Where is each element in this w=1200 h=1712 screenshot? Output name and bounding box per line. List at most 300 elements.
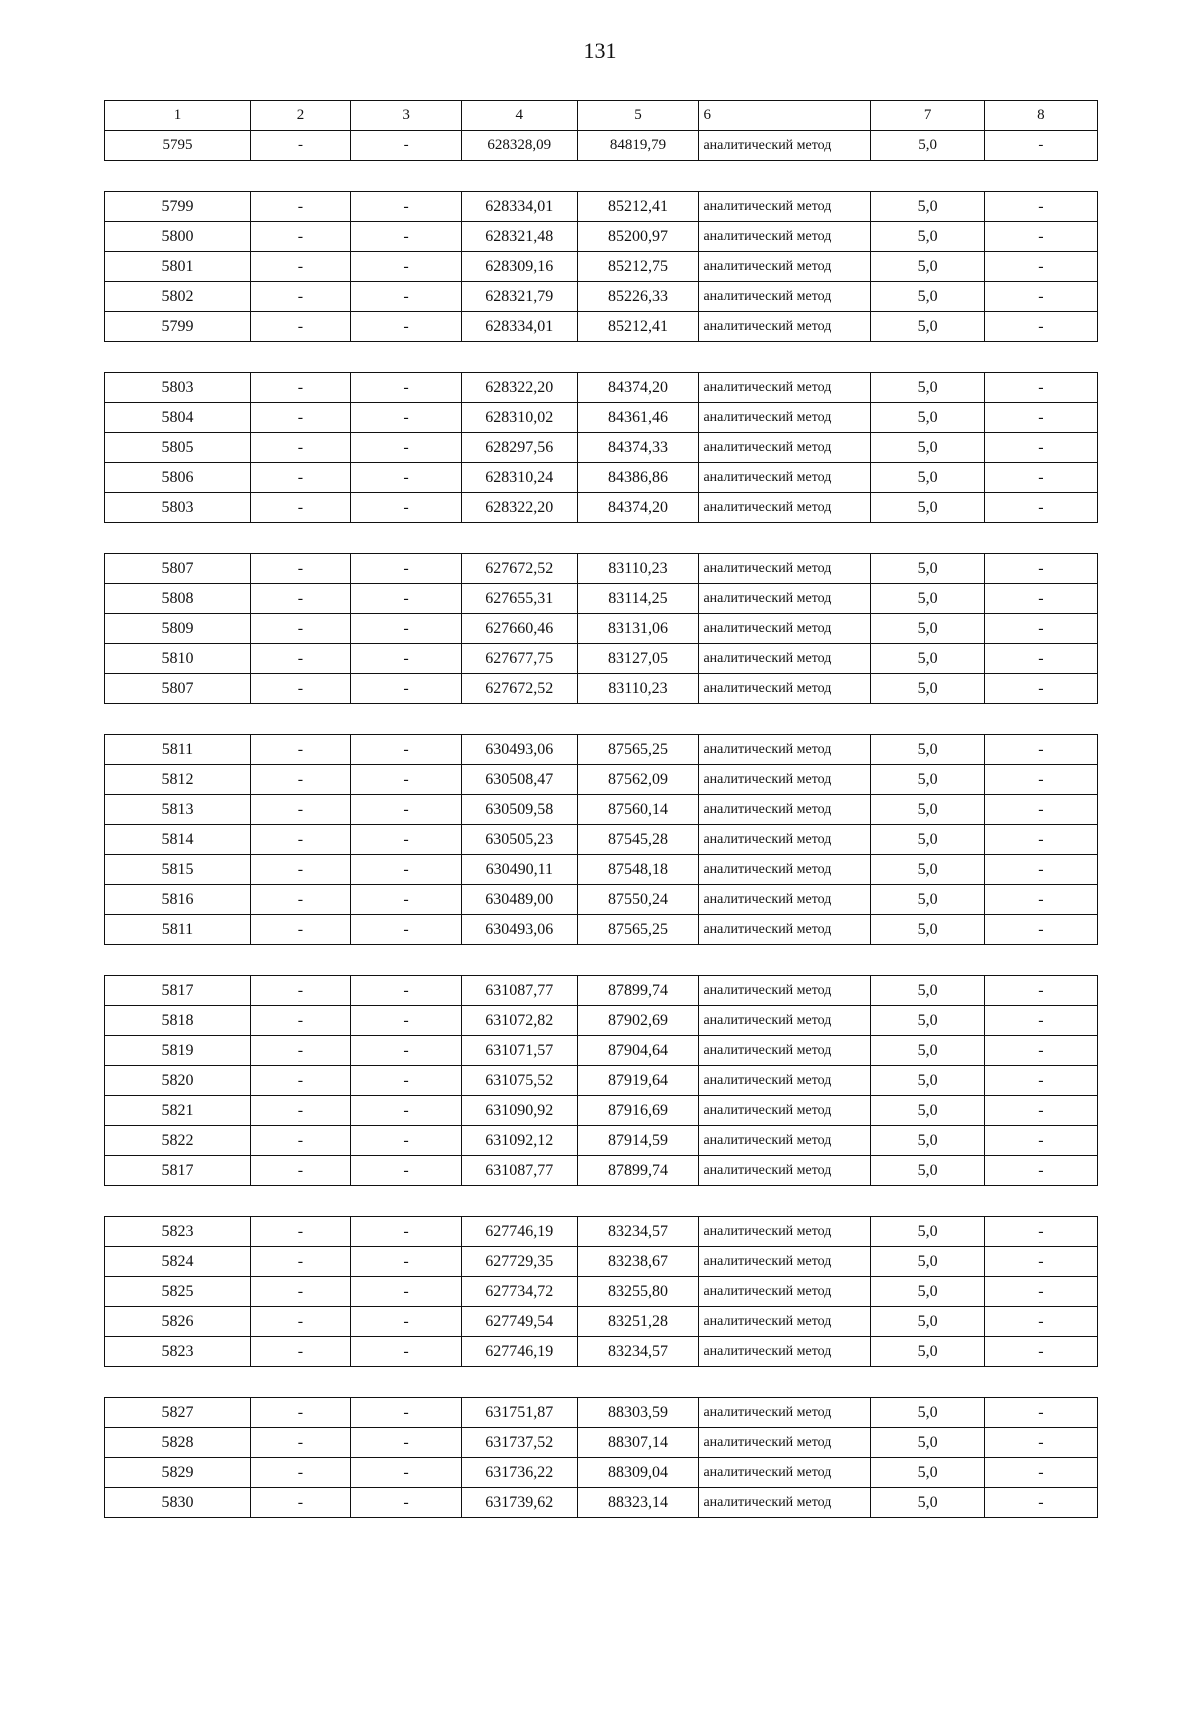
table-cell: -	[351, 674, 462, 704]
table-cell: аналитический метод	[699, 765, 871, 795]
table-cell: 628322,20	[462, 493, 577, 523]
table-cell: -	[250, 735, 350, 765]
table-cell: -	[351, 614, 462, 644]
table-row	[105, 1217, 1098, 1247]
table-cell: -	[984, 1096, 1097, 1126]
table-cell: 630493,06	[462, 915, 577, 945]
table-cell: 630490,11	[462, 855, 577, 885]
table-cell: -	[250, 885, 350, 915]
table-cell: -	[351, 1217, 462, 1247]
table-row	[105, 403, 1098, 433]
table-cell: аналитический метод	[699, 976, 871, 1006]
table-cell: 5,0	[871, 433, 984, 463]
table-cell: 630505,23	[462, 825, 577, 855]
table-cell: 5,0	[871, 1096, 984, 1126]
table-cell: 631072,82	[462, 1006, 577, 1036]
table-cell: 627672,52	[462, 674, 577, 704]
table-cell: -	[351, 1006, 462, 1036]
table-cell: -	[250, 1066, 350, 1096]
table-cell: аналитический метод	[699, 403, 871, 433]
table-row	[105, 131, 1098, 161]
table-row	[105, 222, 1098, 252]
table-cell: -	[351, 1398, 462, 1428]
table-cell: -	[984, 1066, 1097, 1096]
header-row	[105, 101, 1098, 131]
table-cell: -	[984, 735, 1097, 765]
table-cell: 5805	[105, 433, 251, 463]
table-cell: -	[250, 1398, 350, 1428]
table-cell: 5823	[105, 1217, 251, 1247]
table-cell: 84374,20	[577, 373, 699, 403]
table-cell: 87914,59	[577, 1126, 699, 1156]
table-cell: 87545,28	[577, 825, 699, 855]
table-cell: 628334,01	[462, 192, 577, 222]
table-cell: аналитический метод	[699, 192, 871, 222]
coordinates-group-table	[104, 1216, 1098, 1367]
coordinates-group-table	[104, 734, 1098, 945]
header-cell: 8	[984, 101, 1097, 131]
table-row	[105, 795, 1098, 825]
table-cell: 5,0	[871, 373, 984, 403]
table-cell: -	[984, 554, 1097, 584]
table-cell: аналитический метод	[699, 735, 871, 765]
coordinates-group-table	[104, 553, 1098, 704]
table-cell: 5,0	[871, 554, 984, 584]
table-cell: -	[984, 1126, 1097, 1156]
table-cell: 627746,19	[462, 1217, 577, 1247]
table-cell: -	[351, 855, 462, 885]
table-cell: 628334,01	[462, 312, 577, 342]
table-cell: -	[984, 976, 1097, 1006]
table-cell: 84819,79	[577, 131, 699, 161]
header-cell: 1	[105, 101, 251, 131]
table-cell: -	[984, 1277, 1097, 1307]
table-row	[105, 1398, 1098, 1428]
table-cell: 5795	[105, 131, 251, 161]
table-cell: аналитический метод	[699, 1036, 871, 1066]
table-cell: 5825	[105, 1277, 251, 1307]
table-cell: 5,0	[871, 674, 984, 704]
table-cell: 5809	[105, 614, 251, 644]
table-cell: 85212,41	[577, 192, 699, 222]
table-cell: -	[351, 795, 462, 825]
table-cell: 87919,64	[577, 1066, 699, 1096]
table-row	[105, 584, 1098, 614]
table-cell: 83238,67	[577, 1247, 699, 1277]
header-cell: 4	[462, 101, 577, 131]
coordinates-table-container	[104, 100, 1098, 1548]
table-cell: аналитический метод	[699, 554, 871, 584]
table-cell: 628322,20	[462, 373, 577, 403]
table-cell: -	[984, 1036, 1097, 1066]
table-cell: 83110,23	[577, 674, 699, 704]
table-cell: 5,0	[871, 1217, 984, 1247]
table-cell: 5,0	[871, 1247, 984, 1277]
table-cell: 5824	[105, 1247, 251, 1277]
table-cell: -	[984, 1006, 1097, 1036]
table-cell: аналитический метод	[699, 1458, 871, 1488]
table-cell: 5,0	[871, 1337, 984, 1367]
table-cell: 631087,77	[462, 1156, 577, 1186]
table-row	[105, 735, 1098, 765]
table-cell: 87904,64	[577, 1036, 699, 1066]
table-cell: -	[351, 1307, 462, 1337]
table-cell: 5,0	[871, 915, 984, 945]
table-cell: -	[250, 1277, 350, 1307]
table-cell: 5,0	[871, 795, 984, 825]
table-cell: -	[984, 192, 1097, 222]
table-cell: 87899,74	[577, 1156, 699, 1186]
table-cell: 5806	[105, 463, 251, 493]
table-cell: 5,0	[871, 192, 984, 222]
table-row	[105, 252, 1098, 282]
table-cell: 5807	[105, 554, 251, 584]
table-cell: -	[984, 222, 1097, 252]
table-cell: -	[984, 1247, 1097, 1277]
table-cell: -	[984, 1307, 1097, 1337]
table-cell: 627729,35	[462, 1247, 577, 1277]
table-cell: 5821	[105, 1096, 251, 1126]
table-cell: -	[984, 1428, 1097, 1458]
table-cell: 5822	[105, 1126, 251, 1156]
table-cell: 5,0	[871, 1307, 984, 1337]
table-cell: аналитический метод	[699, 373, 871, 403]
table-cell: 88323,14	[577, 1488, 699, 1518]
table-cell: -	[984, 252, 1097, 282]
table-cell: аналитический метод	[699, 493, 871, 523]
table-cell: -	[984, 433, 1097, 463]
table-cell: 83127,05	[577, 644, 699, 674]
table-cell: 631751,87	[462, 1398, 577, 1428]
table-cell: -	[250, 765, 350, 795]
table-row	[105, 885, 1098, 915]
table-cell: 5,0	[871, 403, 984, 433]
table-cell: 85226,33	[577, 282, 699, 312]
table-cell: -	[351, 1036, 462, 1066]
table-cell: 5823	[105, 1337, 251, 1367]
table-cell: 5803	[105, 493, 251, 523]
table-cell: -	[351, 1428, 462, 1458]
table-cell: аналитический метод	[699, 1428, 871, 1458]
table-cell: 630508,47	[462, 765, 577, 795]
table-cell: -	[250, 674, 350, 704]
table-cell: аналитический метод	[699, 1096, 871, 1126]
table-cell: -	[250, 825, 350, 855]
table-cell: -	[351, 554, 462, 584]
table-cell: -	[984, 644, 1097, 674]
table-cell: аналитический метод	[699, 915, 871, 945]
table-cell: -	[250, 1428, 350, 1458]
table-row	[105, 915, 1098, 945]
table-cell: аналитический метод	[699, 222, 871, 252]
table-cell: 85200,97	[577, 222, 699, 252]
table-cell: аналитический метод	[699, 463, 871, 493]
table-cell: 83255,80	[577, 1277, 699, 1307]
table-cell: 5,0	[871, 1036, 984, 1066]
table-cell: -	[351, 1277, 462, 1307]
table-cell: 5826	[105, 1307, 251, 1337]
table-cell: -	[984, 584, 1097, 614]
table-cell: 5829	[105, 1458, 251, 1488]
table-row	[105, 825, 1098, 855]
table-cell: 5820	[105, 1066, 251, 1096]
table-cell: 627746,19	[462, 1337, 577, 1367]
table-cell: 627749,54	[462, 1307, 577, 1337]
table-cell: аналитический метод	[699, 885, 871, 915]
table-cell: аналитический метод	[699, 795, 871, 825]
table-cell: -	[351, 131, 462, 161]
table-cell: 87902,69	[577, 1006, 699, 1036]
table-cell: аналитический метод	[699, 644, 871, 674]
table-cell: аналитический метод	[699, 614, 871, 644]
table-cell: -	[250, 915, 350, 945]
table-cell: 5,0	[871, 1398, 984, 1428]
table-cell: -	[250, 584, 350, 614]
table-cell: -	[984, 373, 1097, 403]
table-cell: 5799	[105, 192, 251, 222]
table-cell: -	[984, 1458, 1097, 1488]
table-cell: 84386,86	[577, 463, 699, 493]
table-cell: -	[984, 825, 1097, 855]
table-row	[105, 1096, 1098, 1126]
table-cell: -	[250, 1006, 350, 1036]
table-cell: 5,0	[871, 1126, 984, 1156]
table-cell: 5,0	[871, 644, 984, 674]
table-cell: -	[250, 252, 350, 282]
table-row	[105, 312, 1098, 342]
table-cell: 628321,79	[462, 282, 577, 312]
table-row	[105, 644, 1098, 674]
table-cell: 5,0	[871, 1428, 984, 1458]
table-cell: -	[351, 1247, 462, 1277]
table-cell: -	[250, 463, 350, 493]
table-row	[105, 1126, 1098, 1156]
table-cell: -	[250, 1036, 350, 1066]
table-row	[105, 282, 1098, 312]
table-cell: 5803	[105, 373, 251, 403]
table-cell: 630489,00	[462, 885, 577, 915]
table-cell: 631071,57	[462, 1036, 577, 1066]
table-cell: 628328,09	[462, 131, 577, 161]
table-cell: -	[984, 614, 1097, 644]
table-cell: -	[984, 1398, 1097, 1428]
table-cell: 631087,77	[462, 976, 577, 1006]
table-cell: -	[984, 1217, 1097, 1247]
table-cell: -	[351, 1096, 462, 1126]
table-cell: 5828	[105, 1428, 251, 1458]
table-cell: -	[250, 1307, 350, 1337]
table-cell: 628297,56	[462, 433, 577, 463]
table-cell: -	[250, 1247, 350, 1277]
table-row	[105, 192, 1098, 222]
table-cell: 83110,23	[577, 554, 699, 584]
table-cell: 5811	[105, 915, 251, 945]
table-cell: 5,0	[871, 584, 984, 614]
table-cell: 84374,33	[577, 433, 699, 463]
table-row	[105, 1006, 1098, 1036]
table-cell: 631092,12	[462, 1126, 577, 1156]
table-cell: 5830	[105, 1488, 251, 1518]
table-cell: -	[984, 463, 1097, 493]
table-cell: 631736,22	[462, 1458, 577, 1488]
table-cell: 5,0	[871, 1277, 984, 1307]
table-cell: 628309,16	[462, 252, 577, 282]
table-cell: 628310,02	[462, 403, 577, 433]
coordinates-group-table	[104, 191, 1098, 342]
table-cell: -	[984, 1488, 1097, 1518]
table-cell: аналитический метод	[699, 312, 871, 342]
table-cell: аналитический метод	[699, 825, 871, 855]
table-cell: аналитический метод	[699, 674, 871, 704]
page-number: 131	[583, 38, 617, 63]
table-cell: 5810	[105, 644, 251, 674]
table-cell: 87550,24	[577, 885, 699, 915]
table-cell: аналитический метод	[699, 433, 871, 463]
table-cell: 5,0	[871, 1488, 984, 1518]
table-cell: 87562,09	[577, 765, 699, 795]
table-cell: -	[984, 674, 1097, 704]
table-row	[105, 463, 1098, 493]
table-cell: 83234,57	[577, 1217, 699, 1247]
table-cell: 5,0	[871, 614, 984, 644]
table-cell: 5,0	[871, 735, 984, 765]
table-cell: 5,0	[871, 1458, 984, 1488]
table-row	[105, 373, 1098, 403]
table-row	[105, 1458, 1098, 1488]
table-cell: 87560,14	[577, 795, 699, 825]
table-cell: аналитический метод	[699, 131, 871, 161]
table-row	[105, 433, 1098, 463]
table-cell: 5800	[105, 222, 251, 252]
table-cell: 84374,20	[577, 493, 699, 523]
table-cell: 5801	[105, 252, 251, 282]
table-cell: -	[351, 584, 462, 614]
table-cell: -	[250, 1337, 350, 1367]
table-cell: -	[351, 1066, 462, 1096]
table-cell: 5815	[105, 855, 251, 885]
table-cell: 83114,25	[577, 584, 699, 614]
table-cell: 5,0	[871, 825, 984, 855]
table-cell: -	[250, 312, 350, 342]
table-cell: -	[351, 403, 462, 433]
table-cell: 5,0	[871, 885, 984, 915]
table-cell: 5802	[105, 282, 251, 312]
table-cell: -	[351, 433, 462, 463]
table-cell: аналитический метод	[699, 1006, 871, 1036]
table-cell: -	[984, 885, 1097, 915]
table-cell: -	[351, 1156, 462, 1186]
table-cell: 5,0	[871, 222, 984, 252]
table-cell: -	[351, 312, 462, 342]
table-cell: аналитический метод	[699, 1066, 871, 1096]
table-cell: 631739,62	[462, 1488, 577, 1518]
table-cell: 5804	[105, 403, 251, 433]
table-cell: 5808	[105, 584, 251, 614]
table-cell: -	[250, 433, 350, 463]
table-cell: аналитический метод	[699, 282, 871, 312]
table-cell: -	[351, 282, 462, 312]
table-cell: аналитический метод	[699, 1337, 871, 1367]
table-cell: -	[351, 644, 462, 674]
table-cell: 630493,06	[462, 735, 577, 765]
table-cell: -	[351, 493, 462, 523]
table-cell: 84361,46	[577, 403, 699, 433]
table-cell: -	[351, 976, 462, 1006]
table-cell: -	[984, 312, 1097, 342]
table-cell: -	[250, 1458, 350, 1488]
table-cell: -	[984, 765, 1097, 795]
table-row	[105, 1066, 1098, 1096]
header-cell: 7	[871, 101, 984, 131]
table-cell: -	[250, 554, 350, 584]
table-cell: 5817	[105, 1156, 251, 1186]
table-cell: 631075,52	[462, 1066, 577, 1096]
table-row	[105, 765, 1098, 795]
table-cell: 631090,92	[462, 1096, 577, 1126]
table-cell: 5,0	[871, 976, 984, 1006]
table-row	[105, 1428, 1098, 1458]
table-cell: -	[351, 915, 462, 945]
table-row	[105, 1307, 1098, 1337]
header-cell: 6	[699, 101, 871, 131]
table-cell: 83234,57	[577, 1337, 699, 1367]
table-cell: -	[250, 1217, 350, 1247]
table-cell: 5,0	[871, 463, 984, 493]
table-row	[105, 1247, 1098, 1277]
table-cell: -	[351, 1126, 462, 1156]
table-cell: 5814	[105, 825, 251, 855]
table-cell: 5813	[105, 795, 251, 825]
table-cell: -	[984, 855, 1097, 885]
table-cell: 627672,52	[462, 554, 577, 584]
table-cell: 5,0	[871, 131, 984, 161]
table-cell: 5,0	[871, 855, 984, 885]
table-cell: 628321,48	[462, 222, 577, 252]
header-cell: 2	[250, 101, 350, 131]
table-row	[105, 1036, 1098, 1066]
table-cell: -	[984, 282, 1097, 312]
table-cell: -	[351, 1337, 462, 1367]
table-cell: -	[351, 252, 462, 282]
table-cell: -	[351, 735, 462, 765]
table-cell: аналитический метод	[699, 1488, 871, 1518]
table-cell: 5,0	[871, 765, 984, 795]
table-cell: 5811	[105, 735, 251, 765]
table-cell: 5,0	[871, 1156, 984, 1186]
table-cell: 87916,69	[577, 1096, 699, 1126]
table-cell: 87565,25	[577, 915, 699, 945]
table-cell: 5817	[105, 976, 251, 1006]
table-row	[105, 1337, 1098, 1367]
table-cell: -	[351, 1488, 462, 1518]
coordinates-group-table	[104, 372, 1098, 523]
coordinates-group-table	[104, 975, 1098, 1186]
table-cell: 627734,72	[462, 1277, 577, 1307]
table-cell: -	[250, 795, 350, 825]
table-row	[105, 1277, 1098, 1307]
table-cell: 5,0	[871, 312, 984, 342]
table-cell: -	[250, 644, 350, 674]
table-cell: -	[351, 765, 462, 795]
table-cell: 87565,25	[577, 735, 699, 765]
header-cell: 5	[577, 101, 699, 131]
table-cell: -	[250, 1156, 350, 1186]
table-cell: 5818	[105, 1006, 251, 1036]
table-cell: 627655,31	[462, 584, 577, 614]
table-row	[105, 493, 1098, 523]
table-cell: -	[250, 222, 350, 252]
table-cell: -	[984, 1337, 1097, 1367]
